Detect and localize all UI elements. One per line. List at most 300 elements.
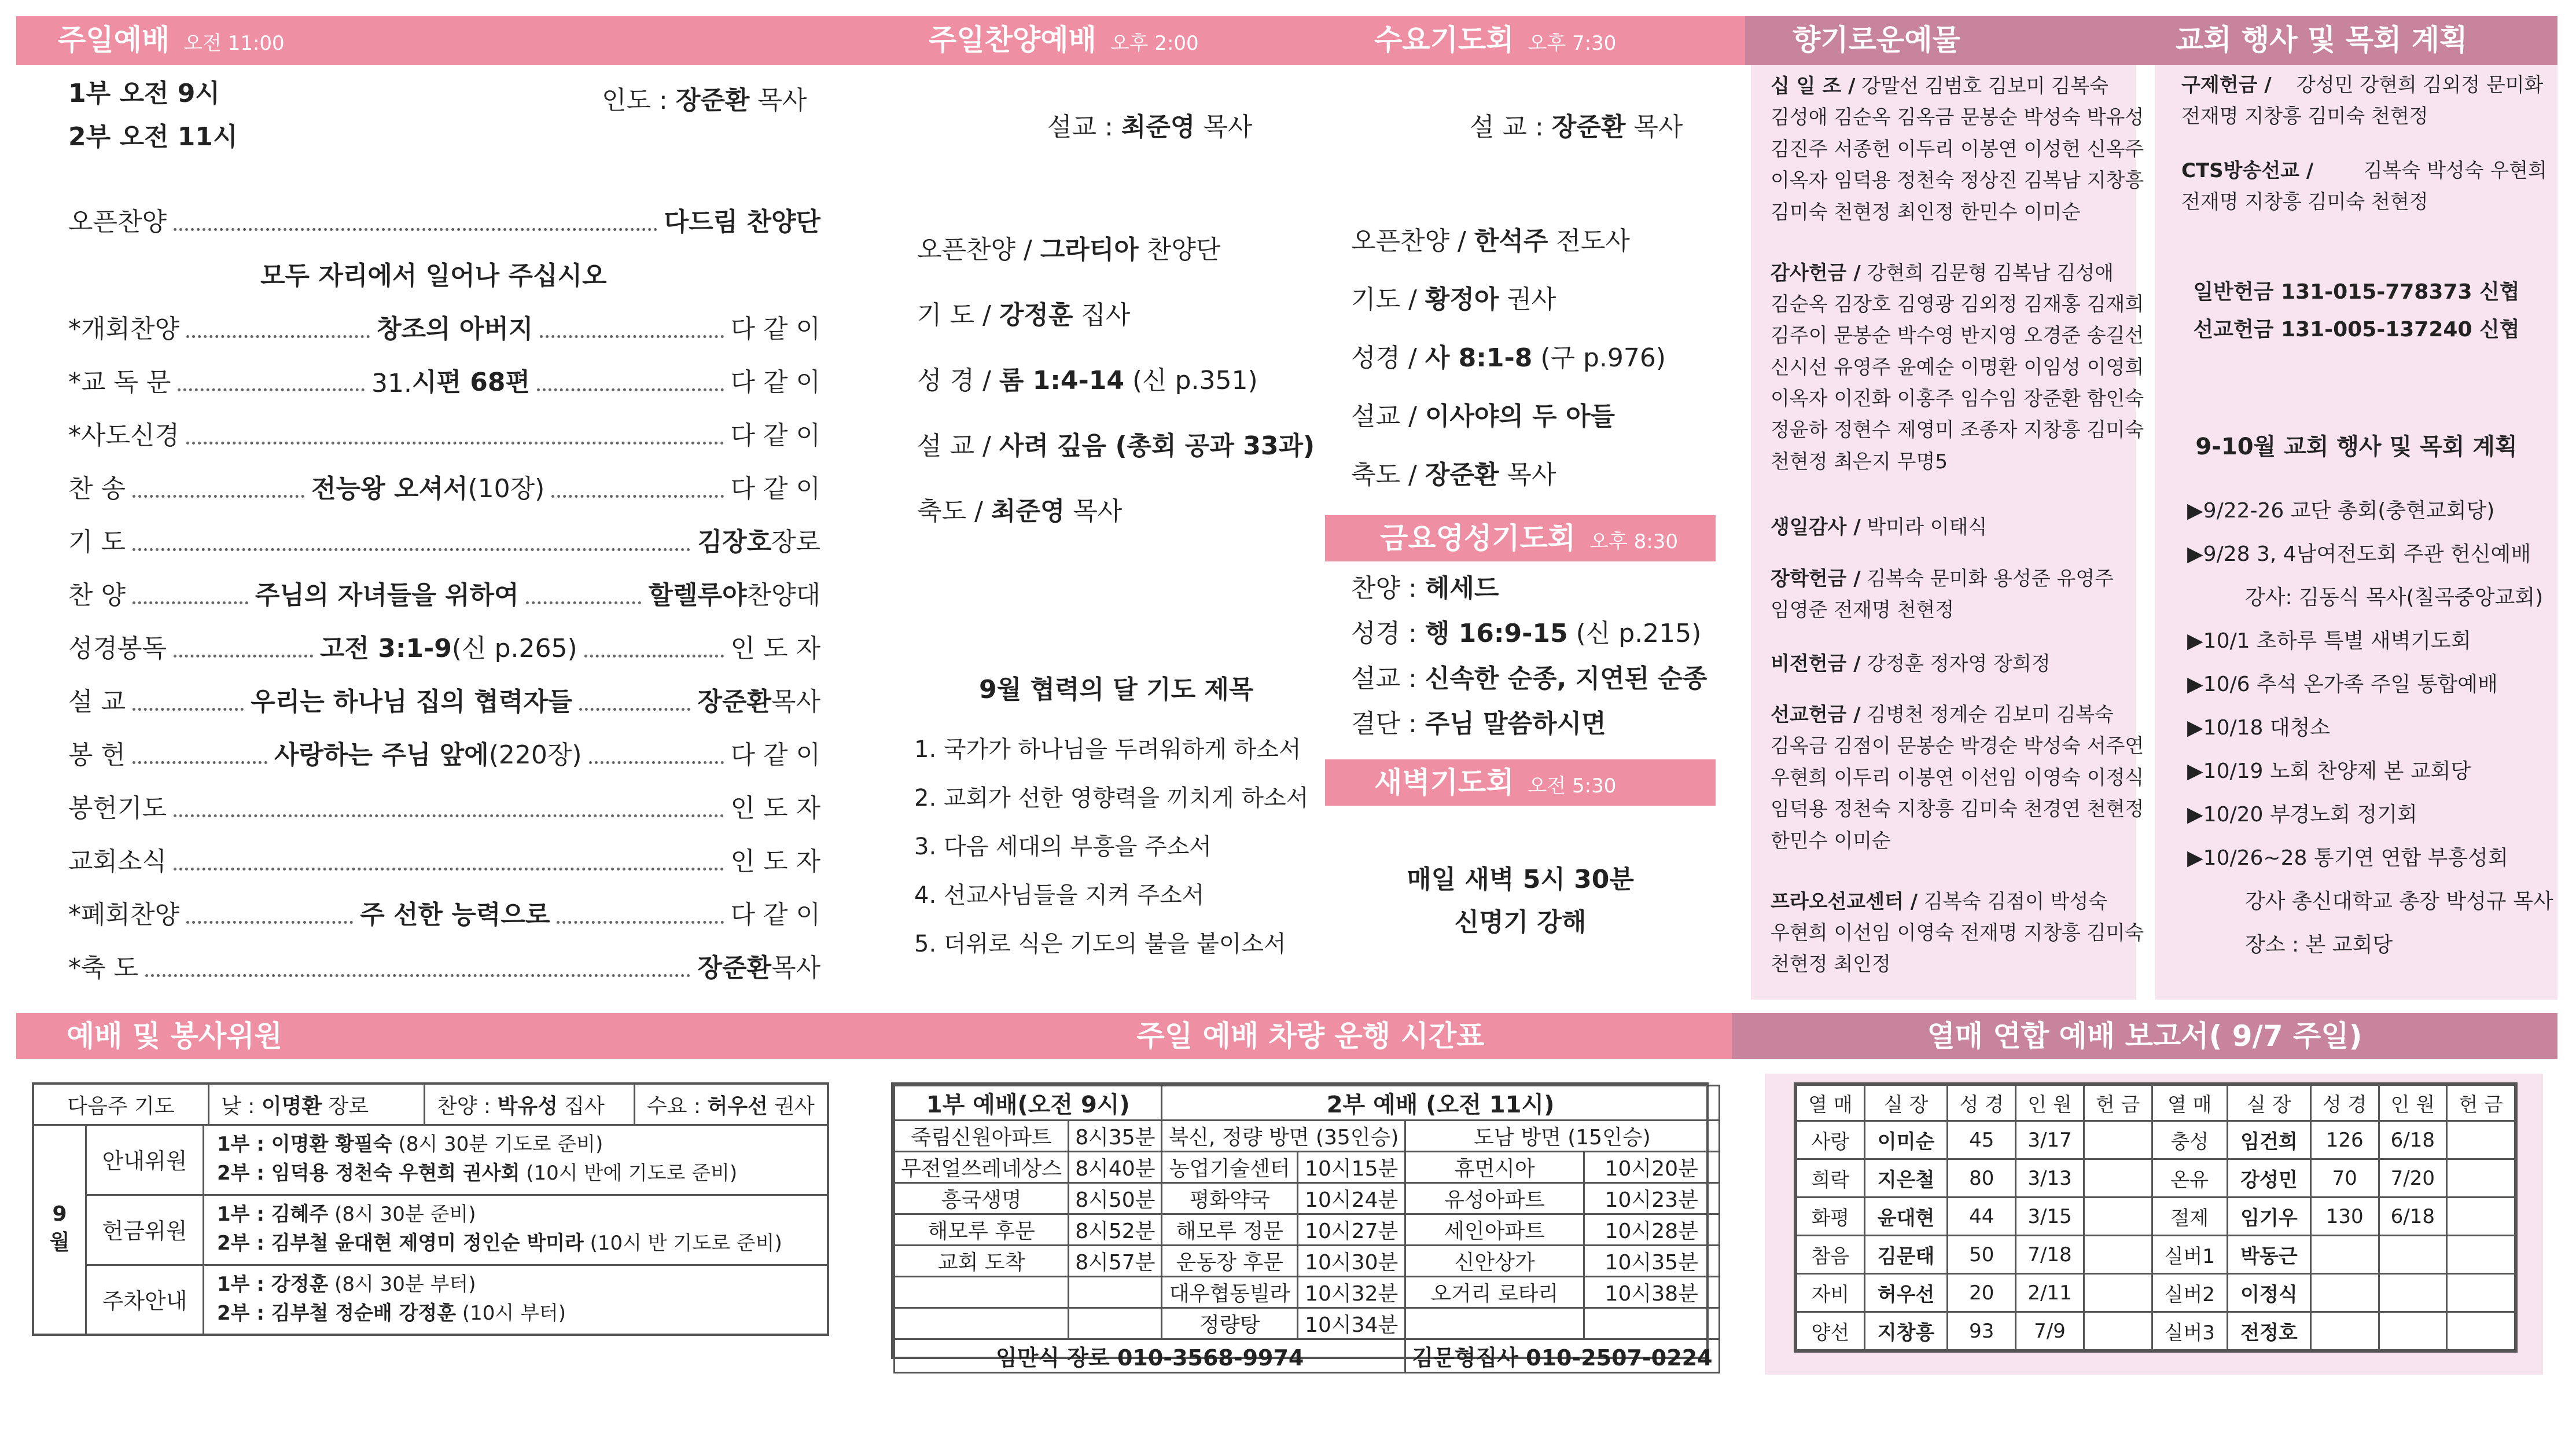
fragrant-offering-header: 향기로운예물	[1793, 23, 1960, 57]
dot-leader	[133, 601, 248, 604]
report-cell: 지창흥	[1864, 1312, 1948, 1350]
order-role: 다 같 이	[730, 368, 821, 397]
order-role: 다 같 이	[730, 314, 820, 344]
prayer-item: 1. 국가가 하나님을 두려워하게 하소서	[914, 736, 1301, 763]
vehicle-cell: 해모루 정문	[1162, 1214, 1297, 1246]
order-title: 시편 68편	[411, 368, 531, 397]
order-line	[917, 431, 1315, 461]
report-cell	[2084, 1312, 2152, 1350]
order-line	[1351, 462, 1556, 488]
server-names-2: 2부 : 김부철 정순배 강정훈	[217, 1301, 457, 1325]
offering-label: 비전헌금 /	[1771, 652, 1861, 675]
report-cell: 3/13	[2016, 1159, 2084, 1198]
report-grid	[1795, 1084, 2516, 1351]
report-cell	[2084, 1236, 2152, 1274]
dawn-header: 새벽기도회 오전 5:30	[1374, 766, 1617, 799]
report-cell: 2/11	[2016, 1274, 2084, 1312]
order-row	[68, 472, 820, 505]
offering-names: 강정훈 정자영 장희정	[1867, 652, 2051, 675]
report-cell: 희락	[1797, 1159, 1865, 1198]
order-role: 다 같 이	[730, 474, 820, 504]
dawn-line-1: 매일 새벽 5시 30분	[1407, 865, 1634, 894]
report-cell	[2447, 1236, 2515, 1274]
line-value: 한석주	[1474, 226, 1548, 256]
report-cell: 70	[2310, 1159, 2379, 1198]
event-item: ▶10/1 초하루 특별 새벽기도회	[2187, 629, 2471, 653]
vehicle-cell: 10시24분	[1297, 1183, 1405, 1214]
order-role: 목사	[771, 687, 821, 717]
report-cell: 전정호	[2228, 1312, 2311, 1350]
dawn-line-2: 신명기 강해	[1454, 908, 1587, 937]
offering-names: 김병천 정계순 김보미 김복숙	[1867, 703, 2114, 726]
server-rows	[87, 1124, 827, 1334]
order-person: 장준환	[697, 687, 771, 717]
vehicle-header-row	[895, 1086, 1720, 1121]
dot-leader	[551, 495, 723, 498]
vehicle-row	[895, 1152, 1720, 1183]
server-row	[87, 1124, 827, 1196]
vehicle-cell	[1069, 1277, 1162, 1308]
offering-names: 김성애 김순옥 김옥금 문봉순 박성숙 박유성	[1771, 106, 2144, 130]
report-cell	[2310, 1236, 2379, 1274]
line-suffix: 목사	[1507, 460, 1556, 490]
order-label: 설 교	[68, 687, 126, 717]
sunday-worship-header: 주일예배 오전 11:00	[58, 23, 285, 57]
report-cell: 이정식	[2228, 1274, 2311, 1312]
offering-names: 한민수 이미순	[1771, 829, 1891, 853]
event-item: 강사 총신대학교 총장 박성규 목사	[2245, 890, 2553, 913]
vehicle-cell: 휴먼시아	[1405, 1152, 1584, 1183]
vehicle-cell: 10시35분	[1584, 1246, 1719, 1277]
events-header: 교회 행사 및 목회 계획	[2176, 23, 2468, 57]
line-key: 결단 :	[1351, 709, 1417, 739]
line-value: 사 8:1-8	[1425, 343, 1533, 373]
server-line-1	[217, 1130, 737, 1159]
dot-leader	[526, 601, 642, 604]
event-item: ▶10/18 대청소	[2187, 716, 2331, 740]
server-note-1: (8시 30분 준비)	[334, 1203, 476, 1226]
vehicle-cell	[1584, 1308, 1719, 1339]
dot-leader	[557, 921, 723, 924]
noon-prayer: 낮 : 이명환 장로	[209, 1085, 425, 1124]
report-cell: 박동근	[2228, 1236, 2311, 1274]
dot-leader	[133, 495, 304, 498]
order-label: 성경봉독	[68, 634, 167, 663]
month-label: 9 월	[34, 1124, 87, 1334]
server-row	[87, 1194, 827, 1266]
report-row	[1797, 1198, 2515, 1236]
dot-leader	[133, 548, 690, 551]
offering-names: 강말선 김범호 김보미 김복숙	[1861, 75, 2108, 98]
report-cell	[2084, 1198, 2152, 1236]
report-head-cell: 인 원	[2379, 1085, 2447, 1121]
vehicle-h1: 1부 예배(오전 9시)	[895, 1086, 1162, 1121]
event-item: ▶10/26~28 통기연 연합 부흥성회	[2187, 846, 2508, 870]
report-header: 열매 연합 예배 보고서( 9/7 주일)	[1927, 1019, 2362, 1053]
offering-first-line	[1771, 648, 2051, 680]
vehicle-cell: 8시35분	[1069, 1121, 1162, 1152]
report-cell: 7/20	[2379, 1159, 2447, 1198]
order-title: 주 선한 능력으로	[360, 900, 550, 930]
wed-prayer: 수요 : 허우선 권사	[647, 1094, 815, 1118]
vehicle-cell: 정량탕	[1162, 1308, 1297, 1339]
offering-names: 김미숙 천현정 최인정 한민수 이미순	[1771, 200, 2081, 224]
account-general: 일반헌금 131-015-778373 신협	[2193, 280, 2520, 304]
vehicle-grid	[893, 1085, 1720, 1373]
line-key: 성경 /	[1351, 343, 1417, 373]
order-role: 장로	[771, 527, 820, 557]
account-mission: 선교헌금 131-005-137240 신협	[2193, 318, 2520, 341]
dot-leader	[579, 708, 690, 711]
vehicle-cell	[895, 1308, 1069, 1339]
dot-leader	[133, 708, 244, 711]
line-key: 기도 /	[1351, 285, 1417, 314]
order-row	[68, 739, 820, 771]
offering-names: 임영준 전재명 천현정	[1771, 598, 1955, 622]
vehicle-row	[895, 1121, 1720, 1152]
offering-names: 김복숙 문미화 용성준 유영주	[1867, 567, 2114, 590]
order-line	[1351, 226, 1630, 256]
vehicle-cell: 교회 도착	[895, 1246, 1069, 1277]
report-cell: 화평	[1797, 1198, 1865, 1236]
order-title: 주님의 자녀들을 위하여	[255, 581, 519, 610]
vehicle-cell: 농업기술센터	[1162, 1152, 1297, 1183]
report-cell: 임기우	[2228, 1198, 2311, 1236]
offering-first-line	[1771, 886, 2144, 917]
vehicle-row	[895, 1246, 1720, 1277]
offering-names: 천현정 최인정	[1771, 953, 1891, 976]
server-line-2	[217, 1299, 566, 1328]
server-line-1	[217, 1200, 782, 1229]
report-cell: 6/18	[2379, 1121, 2447, 1159]
line-value: 행 16:9-15	[1425, 619, 1568, 648]
dot-leader	[133, 761, 267, 764]
report-cell	[2310, 1274, 2379, 1312]
cts-offering: CTS방송선교 / 김복숙 박성숙 우현희 전재명 지창흥 김미숙 천현정	[2181, 159, 2547, 214]
line-value: 사려 깊음 (총회 공과 33과)	[999, 431, 1315, 461]
dot-leader	[537, 388, 724, 391]
order-label: 찬 송	[68, 474, 126, 504]
report-cell: 절제	[2152, 1198, 2228, 1236]
order-person: 김장호	[697, 527, 771, 557]
order-line	[1351, 287, 1556, 313]
report-cell: 80	[1948, 1159, 2016, 1198]
report-cell: 44	[1948, 1198, 2016, 1236]
vehicle-cell: 죽림신원아파트	[895, 1121, 1069, 1152]
vehicle-row	[895, 1214, 1720, 1246]
order-line	[917, 499, 1122, 524]
report-cell: 양선	[1797, 1312, 1865, 1350]
order-label: 교회소식	[68, 847, 167, 876]
order-label: *개회찬양	[68, 314, 180, 344]
dot-leader	[178, 388, 365, 391]
order-note: (10장)	[468, 474, 545, 504]
server-names	[204, 1124, 737, 1194]
dot-leader	[540, 335, 723, 338]
vehicle-cell: 평화약국	[1162, 1183, 1297, 1214]
event-item: ▶10/19 노회 찬양제 본 교회당	[2187, 759, 2471, 783]
line-key: 찬양 :	[1351, 574, 1417, 603]
offering-names: 김진주 서종헌 이두리 이봉연 이성헌 신옥주	[1771, 137, 2144, 161]
vehicle-cell: 신안상가	[1405, 1246, 1584, 1277]
offering-names: 김주이 문봉순 박수영 반지영 오경준 송길선	[1771, 324, 2144, 348]
report-head-cell: 헌 금	[2084, 1085, 2152, 1121]
order-row	[68, 579, 820, 611]
order-role: 인 도 자	[730, 634, 821, 663]
server-note-2: (10시 반 기도로 준비)	[590, 1231, 782, 1255]
line-key: 축도 /	[917, 497, 983, 526]
line-key: 오픈찬양 /	[1351, 226, 1466, 256]
line-value: 주님 말씀하시면	[1425, 709, 1606, 739]
praise-sermon: 설교 : 최준영 목사	[1047, 112, 1253, 142]
order-line	[917, 237, 1220, 263]
report-cell: 사랑	[1797, 1121, 1865, 1159]
vehicle-cell: 오거리 로타리	[1405, 1277, 1584, 1308]
offering-label: 프라오선교센터 /	[1771, 890, 1918, 913]
report-cell: 온유	[2152, 1159, 2228, 1198]
server-role: 주차안내	[87, 1264, 204, 1334]
server-note-1: (8시 30분 부터)	[334, 1273, 476, 1297]
vehicle-contact-1: 임만식 장로 010-3568-9974	[895, 1339, 1405, 1373]
offering-names: 이옥자 임덕용 정천숙 정상진 김복남 지창흥	[1771, 169, 2144, 193]
open-praise-line: 오픈찬양 다드림 찬양단	[68, 207, 820, 237]
order-row	[68, 845, 820, 877]
line-suffix: 전도사	[1556, 226, 1630, 256]
report-cell	[2447, 1312, 2515, 1350]
report-cell: 윤대현	[1864, 1198, 1948, 1236]
offering-names: 우현희 이선임 이영숙 전재명 지창흥 김미숙	[1771, 921, 2144, 945]
dot-leader	[186, 335, 370, 338]
offering-label: 십 일 조 /	[1771, 75, 1856, 98]
event-item: ▶9/28 3, 4남여전도회 주관 헌신예배	[2187, 542, 2531, 566]
order-row	[68, 898, 820, 931]
relief-offering: 구제헌금 / 강성민 강현희 김외정 문미화 전재명 지창흥 김미숙 천현정	[2181, 74, 2544, 128]
report-cell: 실버3	[2152, 1312, 2228, 1350]
vehicle-contact-2: 김문형집사 010-2507-0224	[1405, 1339, 1719, 1373]
line-key: 오픈찬양 /	[917, 235, 1032, 265]
offering-group	[1771, 258, 2144, 478]
report-cell: 김문태	[1864, 1236, 1948, 1274]
order-line	[917, 300, 1131, 330]
vehicle-cell: 무전얼쓰레네상스	[895, 1152, 1069, 1183]
report-head-cell: 인 원	[2016, 1085, 2084, 1121]
order-person: 장준환	[697, 953, 771, 983]
offering-label: 생일감사 /	[1771, 516, 1861, 539]
offering-first-line	[1771, 512, 1987, 543]
server-names	[204, 1194, 782, 1264]
offering-label: 선교헌금 /	[1771, 703, 1861, 726]
report-cell: 자비	[1797, 1274, 1865, 1312]
order-title: 창조의 아버지	[377, 314, 533, 344]
order-label: *사도신경	[68, 421, 180, 450]
order-num: 31.	[371, 369, 412, 398]
order-label: 봉헌기도	[68, 794, 167, 823]
server-names-1: 1부 : 강정훈	[217, 1273, 329, 1297]
vehicle-cell: 10시32분	[1297, 1277, 1405, 1308]
vehicle-row	[895, 1308, 1720, 1339]
vehicle-cell: 8시50분	[1069, 1183, 1162, 1214]
order-label: 찬 양	[68, 581, 126, 610]
dot-leader	[145, 974, 690, 977]
dot-leader	[584, 655, 724, 658]
next-week-label: 다음주 기도	[34, 1085, 209, 1124]
report-cell: 3/15	[2016, 1198, 2084, 1236]
offering-group	[1771, 648, 2051, 680]
order-row	[68, 952, 820, 984]
report-head-cell: 열 매	[2152, 1085, 2228, 1121]
order-row	[68, 685, 820, 718]
order-role: 찬양대	[746, 581, 820, 610]
line-key: 성 경 /	[917, 366, 991, 395]
offering-names: 임덕용 정천숙 지창흥 김미숙 천경연 천현정	[1771, 798, 2144, 821]
report-cell: 이미순	[1864, 1121, 1948, 1159]
vehicle-cell: 흥국생명	[895, 1183, 1069, 1214]
wednesday-sermon: 설 교 : 장준환 목사	[1470, 112, 1683, 142]
vehicle-cell: 10시20분	[1584, 1152, 1719, 1183]
report-cell	[2379, 1274, 2447, 1312]
order-row	[68, 366, 820, 398]
offering-label: 장학헌금 /	[1771, 567, 1861, 590]
report-cell: 지은철	[1864, 1159, 1948, 1198]
order-line	[1351, 576, 1499, 601]
report-row	[1797, 1274, 2515, 1312]
order-row	[68, 419, 820, 451]
line-key: 기 도 /	[917, 300, 991, 330]
report-cell: 93	[1948, 1312, 2016, 1350]
prayer-title: 9월 협력의 달 기도 제목	[979, 675, 1254, 704]
line-suffix: (신 p.215)	[1576, 619, 1702, 648]
line-key: 설교 /	[1351, 402, 1417, 431]
server-line-2	[217, 1159, 737, 1188]
server-names-1: 1부 : 이명환 황필숙	[217, 1133, 392, 1156]
vehicle-cell: 10시28분	[1584, 1214, 1719, 1246]
report-row	[1797, 1159, 2515, 1198]
line-suffix: (신 p.351)	[1132, 366, 1258, 395]
offering-group	[1771, 71, 2144, 228]
dot-leader	[174, 655, 313, 658]
report-cell: 20	[1948, 1274, 2016, 1312]
line-suffix: 찬양단	[1146, 235, 1221, 265]
report-cell	[2447, 1121, 2515, 1159]
line-key: 설교 :	[1351, 664, 1417, 693]
report-head-cell: 성 경	[1948, 1085, 2016, 1121]
report-head-cell: 실 장	[2228, 1085, 2311, 1121]
offering-group	[1771, 563, 2114, 626]
report-row	[1797, 1236, 2515, 1274]
vehicle-cell: 10시30분	[1297, 1246, 1405, 1277]
vehicle-cell: 북신, 정량 방면 (35인승)	[1162, 1121, 1405, 1152]
server-line-2	[217, 1229, 782, 1258]
report-head-cell: 헌 금	[2447, 1085, 2515, 1121]
order-label: 기 도	[68, 527, 126, 557]
offering-names: 김복숙 김점이 박성숙	[1923, 890, 2108, 913]
report-cell: 126	[2310, 1121, 2379, 1159]
report-header-row	[1797, 1085, 2515, 1121]
report-cell: 실버1	[2152, 1236, 2228, 1274]
vehicle-cell: 대우협동빌라	[1162, 1277, 1297, 1308]
order-role: 다 같 이	[730, 740, 821, 770]
order-role: 목사	[771, 953, 820, 983]
vehicle-cell	[1069, 1308, 1162, 1339]
offering-label: 감사헌금 /	[1771, 261, 1861, 285]
prayer-item: 4. 선교사님들을 지켜 주소서	[914, 882, 1205, 909]
offering-first-line	[1771, 699, 2144, 730]
order-row	[68, 313, 820, 345]
servers-top-row	[34, 1085, 827, 1126]
report-cell: 허우선	[1864, 1274, 1948, 1312]
vehicle-cell: 도남 방면 (15인승)	[1405, 1121, 1719, 1152]
line-key: 성경 :	[1351, 619, 1417, 648]
vehicle-h2: 2부 예배 (오전 11시)	[1162, 1086, 1719, 1121]
friday-header: 금요영성기도회 오후 8:30	[1380, 521, 1678, 555]
order-role: 인 도 자	[730, 847, 820, 876]
vehicle-cell: 유성아파트	[1405, 1183, 1584, 1214]
report-cell: 3/17	[2016, 1121, 2084, 1159]
prayer-item: 2. 교회가 선한 영향력을 끼치게 하소서	[914, 785, 1309, 811]
report-cell	[2447, 1159, 2515, 1198]
order-label: 봉 헌	[68, 740, 126, 770]
vehicle-cell: 10시23분	[1584, 1183, 1719, 1214]
report-cell: 참음	[1797, 1236, 1865, 1274]
order-title: 고전 3:1-9	[319, 634, 452, 663]
event-item: ▶9/22-26 교단 총회(충현교회당)	[2187, 499, 2495, 523]
offering-names: 김순옥 김장호 김영광 김외정 김재홍 김재희	[1771, 292, 2144, 316]
offering-names: 정윤하 정현수 제영미 조종자 지창흥 김미숙	[1771, 418, 2144, 442]
report-cell	[2084, 1274, 2152, 1312]
order-role: 다 같 이	[730, 900, 821, 930]
line-suffix: (구 p.976)	[1540, 343, 1666, 373]
server-line-1	[217, 1270, 566, 1299]
report-head-cell: 열 매	[1797, 1085, 1865, 1121]
order-line	[917, 368, 1258, 394]
server-names-2: 2부 : 임덕용 정천숙 우현희 권사회	[217, 1161, 520, 1185]
vehicle-table	[891, 1082, 1713, 1371]
prayer-item: 3. 다음 세대의 부흥을 주소서	[914, 833, 1212, 860]
server-note-1: (8시 30분 기도로 준비)	[398, 1133, 603, 1156]
line-value: 헤세드	[1425, 574, 1499, 603]
event-item: 강사: 김동식 목사(칠곡중앙교회)	[2245, 586, 2544, 609]
vehicle-cell: 8시57분	[1069, 1246, 1162, 1277]
server-note-2: (10시 반에 기도로 준비)	[526, 1161, 738, 1185]
order-note: (신 p.265)	[451, 634, 577, 663]
dot-leader	[589, 761, 724, 764]
report-cell	[2379, 1236, 2447, 1274]
report-cell	[2379, 1312, 2447, 1350]
report-cell: 45	[1948, 1121, 2016, 1159]
report-cell: 강성민	[2228, 1159, 2311, 1198]
stand-note: 모두 자리에서 일어나 주십시오	[260, 261, 607, 291]
vehicle-cell: 8시52분	[1069, 1214, 1162, 1246]
line-value: 황정아	[1425, 285, 1499, 314]
order-title: 우리는 하나님 집의 협력자들	[251, 687, 573, 717]
dot-leader	[174, 814, 724, 817]
line-value: 이사야의 두 아들	[1425, 402, 1615, 431]
praise-prayer: 찬양 : 박유성 집사	[425, 1085, 635, 1124]
worship-leader: 인도 : 장준환 목사	[602, 86, 807, 115]
offering-group	[1771, 886, 2144, 980]
order-role: 다 같 이	[730, 421, 820, 450]
line-value: 롬 1:4-14	[999, 366, 1124, 395]
order-label: *축 도	[68, 953, 138, 983]
offering-names: 이옥자 이진화 이홍주 임수임 장준환 함인숙	[1771, 387, 2144, 411]
line-value: 신속한 순종, 지연된 순종	[1425, 664, 1707, 693]
report-cell	[2447, 1198, 2515, 1236]
vehicle-cell: 10시27분	[1297, 1214, 1405, 1246]
order-line	[1351, 711, 1606, 737]
order-line	[1351, 621, 1701, 647]
report-table	[1794, 1082, 2518, 1353]
dot-leader	[186, 921, 353, 924]
